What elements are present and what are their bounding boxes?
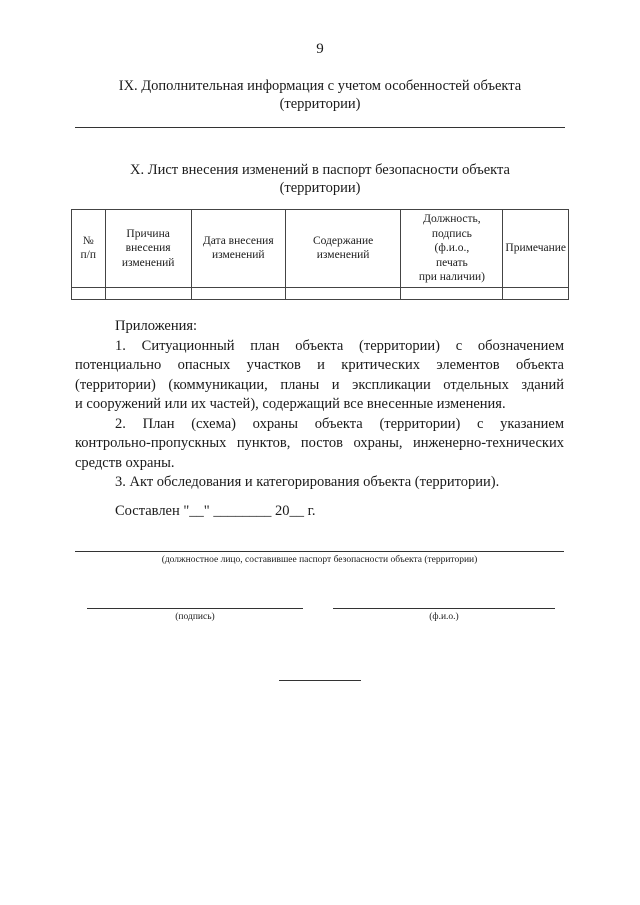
appendix-item-2-line: средств охраны. xyxy=(75,454,175,471)
table-cell xyxy=(285,287,401,299)
fio-line xyxy=(333,608,555,609)
signature-line xyxy=(87,608,303,609)
appendix-block xyxy=(75,317,564,493)
table-cell xyxy=(105,287,191,299)
header-signature-line: подпись xyxy=(431,227,472,240)
section-9-heading-line-2: (территории) xyxy=(279,96,361,112)
changes-table xyxy=(71,209,569,300)
section-10-heading xyxy=(0,161,640,197)
appendix-item-1-line: потенциально опасных участков и критических элементов объекта xyxy=(75,357,564,373)
section-9-heading xyxy=(0,77,640,113)
header-signature-line: (ф.и.о., xyxy=(434,242,470,254)
compiled-date-line: Составлен "__" ________ 20__ г. xyxy=(115,503,316,519)
header-signature-line: Должность, xyxy=(423,213,481,225)
header-date xyxy=(191,210,285,288)
header-reason-line: внесения xyxy=(125,242,171,254)
changes-table-header-row xyxy=(72,210,569,288)
table-cell xyxy=(191,287,285,299)
appendix-item-2 xyxy=(75,415,564,474)
header-signature-line: при наличии) xyxy=(418,271,485,283)
page-number: 9 xyxy=(316,41,324,57)
header-reason-line: Причина xyxy=(126,227,170,240)
appendix-item-1 xyxy=(75,337,564,415)
header-content-line: Содержание xyxy=(312,234,374,247)
header-content-line: изменений xyxy=(316,249,370,262)
appendix-item-1-line: (территории) (коммуникации, планы и экспликации отдельных зданий xyxy=(75,376,564,393)
official-signature-line xyxy=(75,551,564,552)
header-signature xyxy=(401,210,503,288)
section-9-heading-line-1: IX. Дополнительная информация с учетом особенностей объекта xyxy=(118,78,522,94)
table-cell xyxy=(503,287,569,299)
header-date-line: изменений xyxy=(211,249,265,262)
header-note-line: Примечание xyxy=(505,242,566,254)
appendix-item-2-line: контрольно-пропускных пунктов, постов охраны, инженерно-технических xyxy=(75,435,564,451)
appendix-item-1-line: и сооружений или их частей), содержащий все внесенные изменения. xyxy=(75,396,506,412)
header-number-line: № xyxy=(82,234,94,247)
header-note xyxy=(503,210,569,288)
appendix-item-2-line: 2. План (схема) охраны объекта (территории) с указанием xyxy=(115,415,564,432)
section-9-fill-line xyxy=(75,127,565,128)
table-row xyxy=(72,287,569,299)
end-of-document-line xyxy=(279,680,361,681)
header-reason xyxy=(105,210,191,288)
appendix-heading: Приложения: xyxy=(115,318,198,334)
header-signature-line: печать xyxy=(435,256,468,269)
header-date-line: Дата внесения xyxy=(202,234,274,247)
header-content xyxy=(285,210,401,288)
appendix-item-3: 3. Акт обследования и категорирования объекта (территории). xyxy=(115,474,500,490)
header-number-line: п/п xyxy=(80,249,97,262)
fio-caption: (ф.и.о.) xyxy=(429,612,459,622)
table-cell xyxy=(72,287,106,299)
appendix-item-1-line: 1. Ситуационный план объекта (территории) с обозначением xyxy=(115,337,564,354)
table-cell xyxy=(401,287,503,299)
header-reason-line: изменений xyxy=(121,256,175,269)
header-number xyxy=(72,210,106,288)
signature-caption: (подпись) xyxy=(175,612,215,622)
section-10-heading-line-1: X. Лист внесения изменений в паспорт безопасности объекта xyxy=(130,162,510,178)
section-10-heading-line-2: (территории) xyxy=(279,180,361,196)
official-caption: (должностное лицо, составившее паспорт безопасности объекта (территории) xyxy=(161,555,478,565)
